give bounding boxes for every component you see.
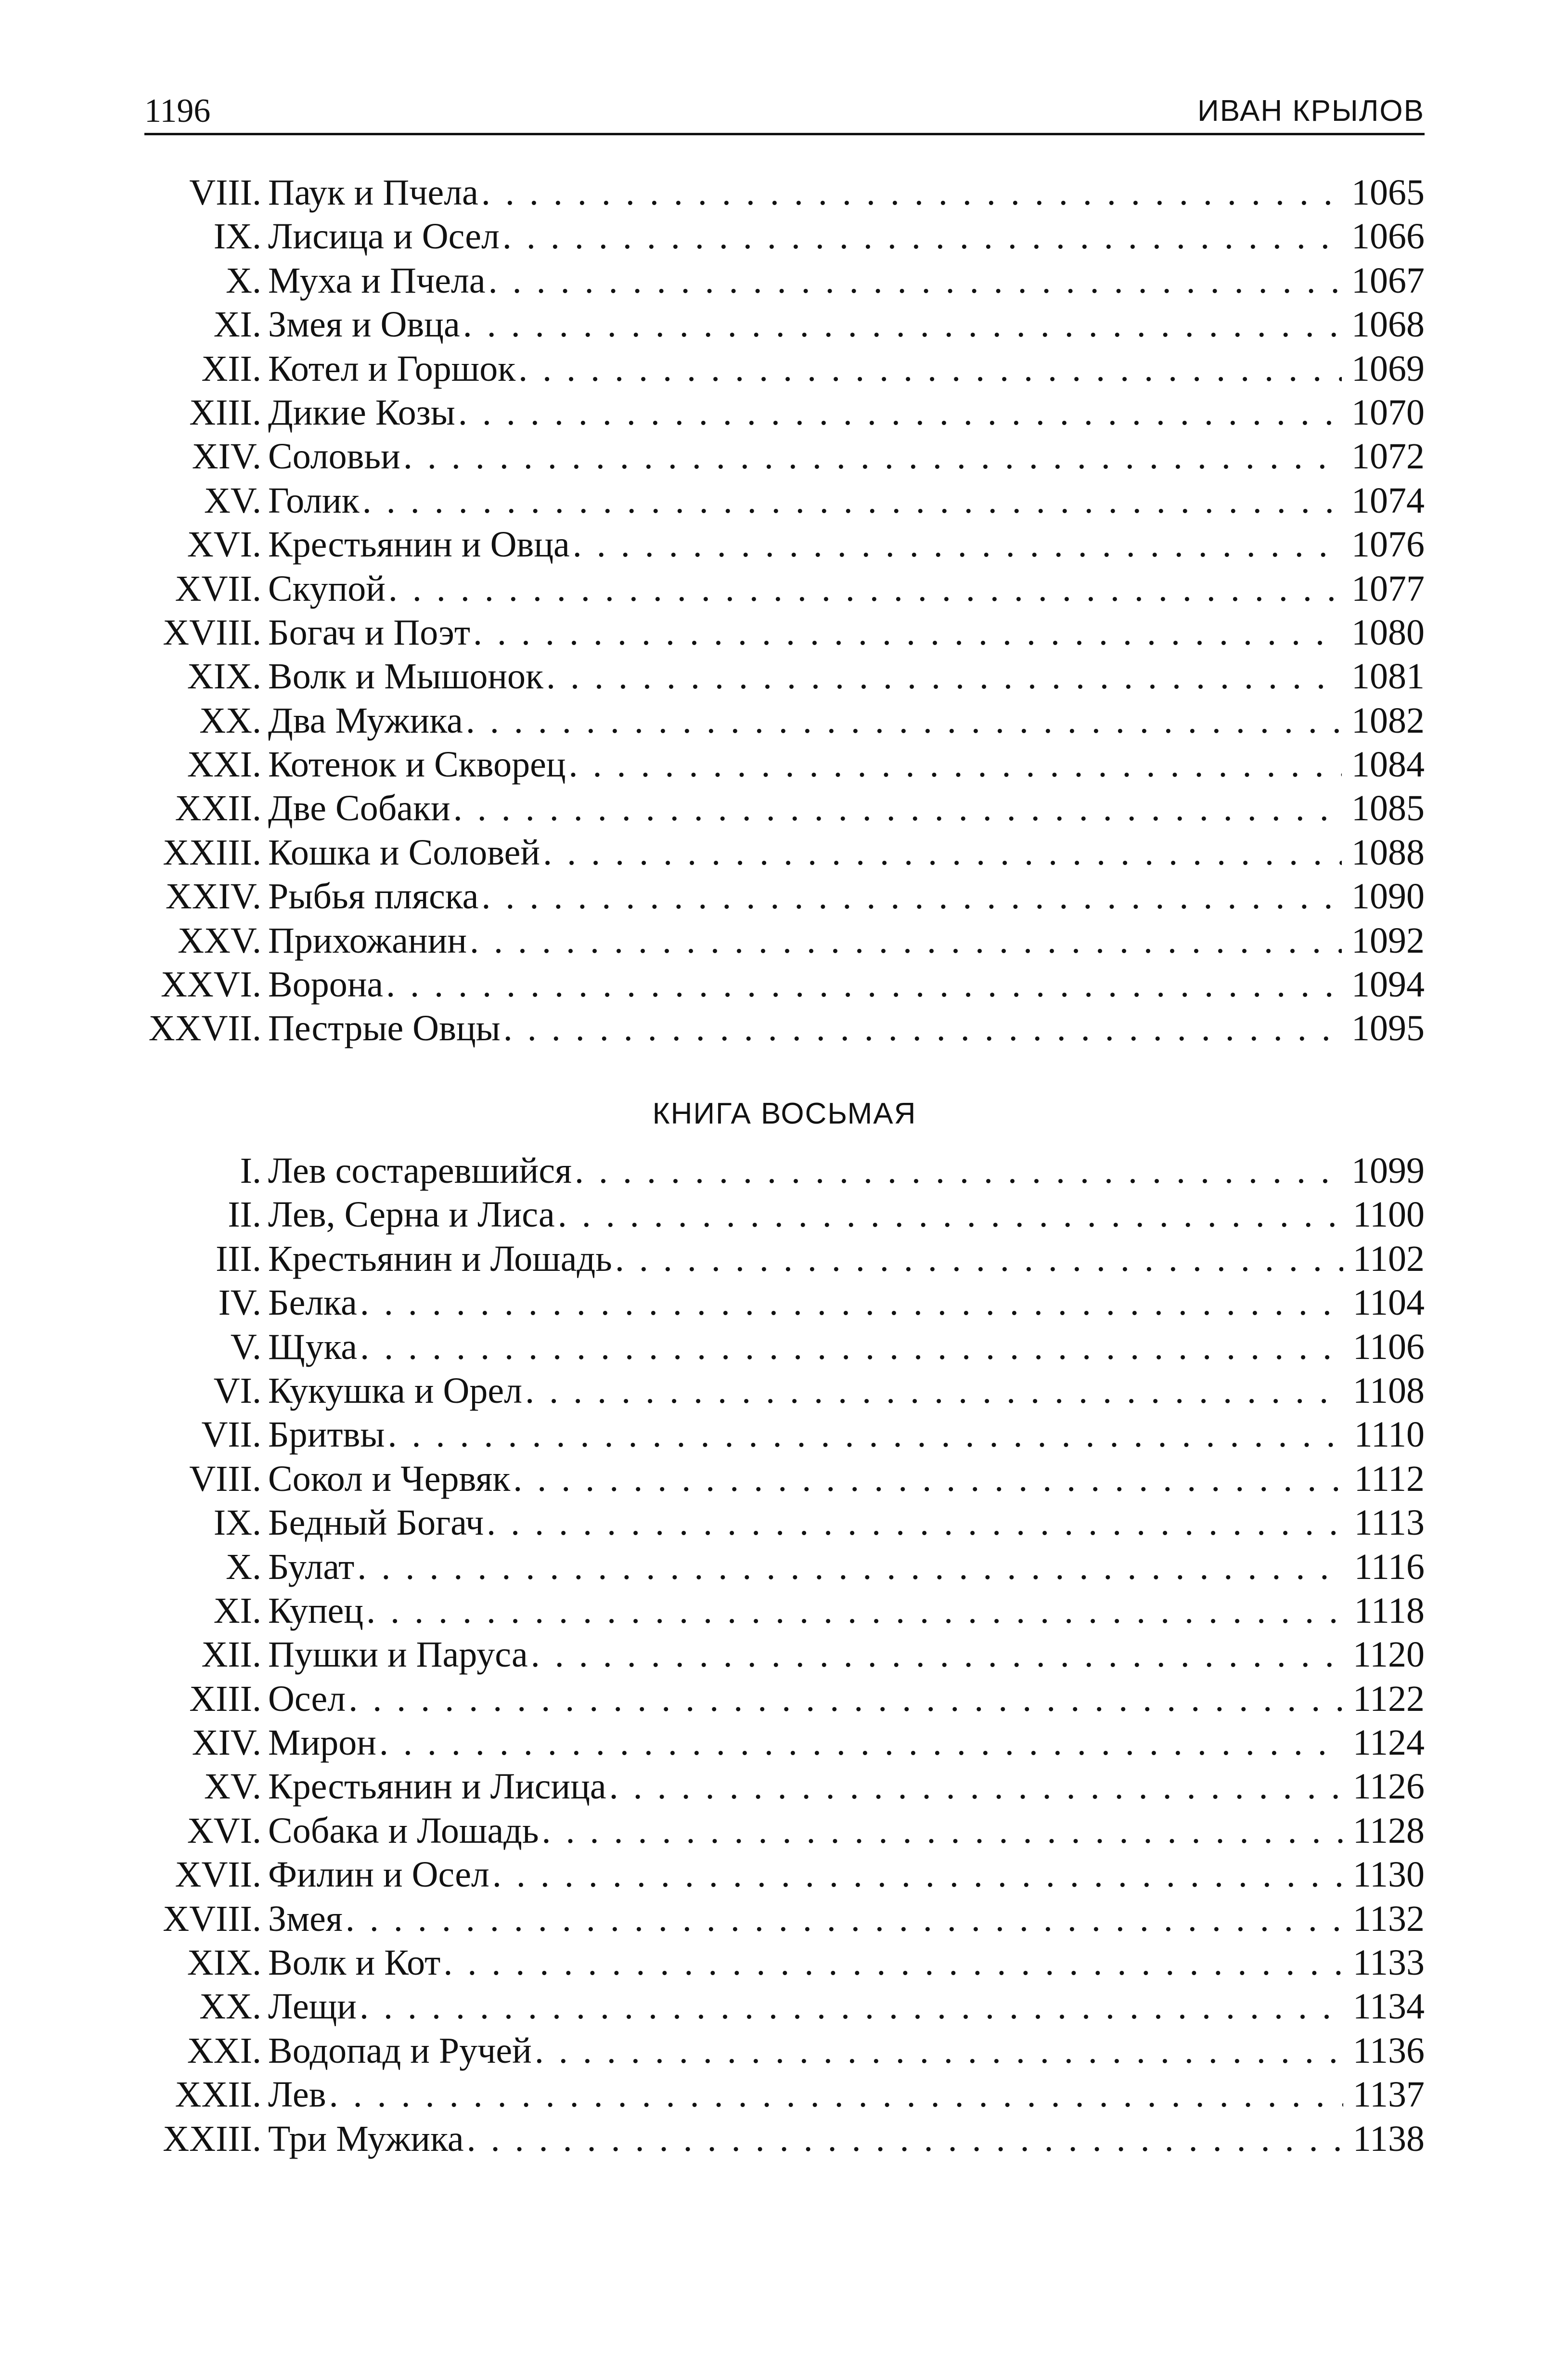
toc-entry-page: 1113 xyxy=(1345,1501,1425,1545)
toc-entry xyxy=(144,1589,1425,1633)
toc-entry-title: Соловьи . . . xyxy=(268,435,1425,479)
toc-entry-number: XVII. xyxy=(175,568,261,609)
toc-entry-title: Бритвы . . . xyxy=(268,1413,1425,1457)
toc-entry-number: XVI. xyxy=(187,1810,261,1851)
toc-entry xyxy=(144,479,1425,523)
toc-entry-page: 1067 xyxy=(1342,259,1425,303)
toc-entry xyxy=(144,1765,1425,1809)
toc-entry-number: IX. xyxy=(213,216,261,257)
toc-entry-title: Филин и Осел . . . xyxy=(268,1853,1425,1897)
toc-entry-title: Две Собаки . . . xyxy=(268,787,1425,830)
toc-entry xyxy=(144,1985,1425,2029)
toc-entry-page: 1128 xyxy=(1343,1809,1425,1853)
toc-entry-number: X. xyxy=(226,260,261,301)
toc-entry-title: Лев . . . xyxy=(268,2073,1425,2117)
toc-entry-title: Прихожанин . . . xyxy=(268,919,1425,963)
toc-entry-number: XIX. xyxy=(187,656,261,697)
toc-entry-page: 1110 xyxy=(1345,1413,1425,1457)
toc-entry-title: Лисица и Осел . . . xyxy=(268,215,1425,259)
toc-entry-page: 1116 xyxy=(1345,1545,1425,1589)
toc-entry-page: 1074 xyxy=(1342,479,1425,523)
toc-entry-number: XII. xyxy=(201,348,261,389)
toc-entry-title: Крестьянин и Лошадь . . . xyxy=(268,1237,1425,1281)
toc-entry xyxy=(144,1633,1425,1677)
toc-entry-title: Лещи . . . xyxy=(268,1985,1425,2029)
toc-entry-page: 1092 xyxy=(1342,919,1425,963)
toc-entry-title: Крестьянин и Лисица . . . xyxy=(268,1765,1425,1809)
running-head: ИВАН КРЫЛОВ xyxy=(1197,94,1425,128)
toc-entry-title: Щука . . . xyxy=(268,1325,1425,1369)
toc-entry xyxy=(144,611,1425,655)
toc-entry-title: Ворона . . . xyxy=(268,963,1425,1007)
toc-entry xyxy=(144,1193,1425,1237)
toc-entry-page: 1094 xyxy=(1342,963,1425,1007)
toc-entry xyxy=(144,435,1425,479)
toc-entry-title: Пушки и Паруса . . . xyxy=(268,1633,1425,1677)
toc-entry-title: Бедный Богач . . . xyxy=(268,1501,1425,1545)
toc-entry-number: VI. xyxy=(213,1370,261,1411)
toc-entry xyxy=(144,1545,1425,1589)
toc-entry-page: 1104 xyxy=(1343,1281,1425,1325)
toc-entry xyxy=(144,1853,1425,1897)
toc-entry-number: XXIII. xyxy=(163,832,261,873)
toc-entry-page: 1124 xyxy=(1343,1721,1425,1765)
toc-entry xyxy=(144,1677,1425,1721)
toc-entry-number: XVIII. xyxy=(163,612,261,653)
toc-entry-title: Крестьянин и Овца . . . xyxy=(268,523,1425,567)
toc-entry-number: IX. xyxy=(213,1502,261,1543)
toc-entry xyxy=(144,655,1425,698)
toc-entry-title: Скупой . . . xyxy=(268,567,1425,611)
toc-entry-number: XVIII. xyxy=(163,1898,261,1939)
toc-entry-title: Три Мужика . . . xyxy=(268,2117,1425,2161)
toc-entry xyxy=(144,523,1425,567)
toc-entry-title: Волк и Мышонок . . . xyxy=(268,655,1425,698)
toc-entry-title: Сокол и Червяк . . . xyxy=(268,1457,1425,1501)
toc-entry xyxy=(144,875,1425,918)
toc-entry xyxy=(144,1369,1425,1413)
toc-entry-number: III. xyxy=(216,1238,261,1279)
toc-entry xyxy=(144,1941,1425,1985)
toc-entry-number: XVII. xyxy=(175,1854,261,1895)
toc-entry xyxy=(144,743,1425,787)
toc-entry-page: 1084 xyxy=(1342,743,1425,787)
toc-entry-number: XXIV. xyxy=(165,876,261,917)
toc-entry-title: Котел и Горшок . . . xyxy=(268,347,1425,391)
toc-entry-number: V. xyxy=(230,1326,261,1367)
toc-entry xyxy=(144,699,1425,743)
toc-entry xyxy=(144,567,1425,611)
toc-entry-number: XIII. xyxy=(189,392,261,433)
toc-entry-number: XX. xyxy=(199,1986,261,2027)
toc-entry-number: XXVI. xyxy=(161,964,261,1005)
toc-entry-title: Паук и Пчела . . . xyxy=(268,171,1425,215)
toc-entry-number: VII. xyxy=(201,1414,261,1455)
toc-entry-page: 1077 xyxy=(1342,567,1425,611)
page-header xyxy=(144,90,1425,135)
toc-entry-title: Богач и Поэт . . . xyxy=(268,611,1425,655)
toc-entry-number: XIV. xyxy=(192,436,261,477)
toc-entry xyxy=(144,963,1425,1007)
toc-entry-page: 1099 xyxy=(1342,1149,1425,1193)
toc-entry xyxy=(144,1721,1425,1765)
toc-entry xyxy=(144,1325,1425,1369)
toc-entry-page: 1138 xyxy=(1343,2117,1425,2161)
section-title: КНИГА ВОСЬМАЯ xyxy=(652,1097,917,1130)
toc-entry xyxy=(144,2073,1425,2117)
toc-entry-title: Муха и Пчела . . . xyxy=(268,259,1425,303)
toc-entry-page: 1070 xyxy=(1342,391,1425,435)
toc-entry-page: 1132 xyxy=(1343,1897,1425,1941)
toc-entry-title: Водопад и Ручей . . . xyxy=(268,2029,1425,2073)
toc-entry-number: XIII. xyxy=(189,1678,261,1719)
toc-entry-number: IV. xyxy=(218,1282,261,1323)
toc-entry xyxy=(144,1897,1425,1941)
toc-entry-number: X. xyxy=(226,1546,261,1587)
toc-entry-page: 1090 xyxy=(1342,875,1425,918)
toc-entry-page: 1130 xyxy=(1343,1853,1425,1897)
toc-entry-page: 1108 xyxy=(1343,1369,1425,1413)
toc-entry xyxy=(144,347,1425,391)
toc-entry-title: Белка . . . xyxy=(268,1281,1425,1325)
toc-entry xyxy=(144,1149,1425,1193)
toc-entry xyxy=(144,787,1425,830)
toc-entry-title: Лев, Серна и Лиса . . . xyxy=(268,1193,1425,1237)
toc-entry-page: 1122 xyxy=(1343,1677,1425,1721)
toc-entry-page: 1080 xyxy=(1342,611,1425,655)
page-number: 1196 xyxy=(144,92,211,129)
toc-entry-number: XIX. xyxy=(187,1942,261,1983)
toc-entry-page: 1120 xyxy=(1343,1633,1425,1677)
toc-entry-page: 1069 xyxy=(1342,347,1425,391)
toc-entry-number: XXI. xyxy=(187,2030,261,2071)
toc-entry-page: 1088 xyxy=(1342,831,1425,875)
toc-entry-page: 1081 xyxy=(1342,655,1425,698)
toc-entry xyxy=(144,215,1425,259)
toc-entry xyxy=(144,259,1425,303)
toc-entry-title: Два Мужика . . . xyxy=(268,699,1425,743)
toc-entry-title: Кукушка и Орел . . . xyxy=(268,1369,1425,1413)
toc-entry-title: Мирон . . . xyxy=(268,1721,1425,1765)
toc-entry-number: I. xyxy=(240,1151,261,1191)
toc-entry-title: Булат . . . xyxy=(268,1545,1425,1589)
toc-entry-title: Осел . . . xyxy=(268,1677,1425,1721)
toc-entry-number: XXI. xyxy=(187,744,261,785)
toc-entry-number: XXV. xyxy=(178,920,261,961)
toc-list-book-eight xyxy=(144,1149,1425,2161)
toc-entry-page: 1136 xyxy=(1343,2029,1425,2073)
toc-entry xyxy=(144,1501,1425,1545)
toc-entry-page: 1095 xyxy=(1342,1007,1425,1050)
toc-entry-page: 1085 xyxy=(1342,787,1425,830)
toc-entry-title: Змея . . . xyxy=(268,1897,1425,1941)
toc-entry-title: Змея и Овца . . . xyxy=(268,303,1425,347)
toc-entry-title: Пестрые Овцы . . . xyxy=(268,1007,1425,1050)
toc-entry-title: Лев состаревшийся . . . xyxy=(268,1149,1425,1193)
toc-entry-page: 1106 xyxy=(1343,1325,1425,1369)
toc-entry xyxy=(144,831,1425,875)
toc-entry xyxy=(144,2029,1425,2073)
toc-entry-page: 1068 xyxy=(1342,303,1425,347)
toc-entry xyxy=(144,1457,1425,1501)
toc-entry-number: XV. xyxy=(204,480,261,521)
toc-entry xyxy=(144,1281,1425,1325)
toc-entry-number: XII. xyxy=(201,1634,261,1675)
toc-entry xyxy=(144,919,1425,963)
toc-entry-number: XVI. xyxy=(187,524,261,565)
toc-entry-title: Голик . . . xyxy=(268,479,1425,523)
toc-entry-title: Котенок и Скворец . . . xyxy=(268,743,1425,787)
toc-entry-title: Собака и Лошадь . . . xyxy=(268,1809,1425,1853)
toc-entry xyxy=(144,171,1425,215)
toc-entry-title: Купец . . . xyxy=(268,1589,1425,1633)
toc-entry-page: 1118 xyxy=(1345,1589,1425,1633)
toc-entry-page: 1134 xyxy=(1343,1985,1425,2029)
toc-entry-number: VIII. xyxy=(189,1458,261,1499)
toc-entry-number: II. xyxy=(228,1194,261,1235)
toc-entry-page: 1065 xyxy=(1342,171,1425,215)
toc-entry xyxy=(144,1413,1425,1457)
toc-entry-page: 1133 xyxy=(1343,1941,1425,1985)
toc-entry-page: 1112 xyxy=(1345,1457,1425,1501)
toc-entry-page: 1100 xyxy=(1343,1193,1425,1237)
toc-entry-title: Дикие Козы . . . xyxy=(268,391,1425,435)
toc-entry-page: 1126 xyxy=(1343,1765,1425,1809)
toc-entry-page: 1082 xyxy=(1342,699,1425,743)
toc-entry-number: XXII. xyxy=(175,788,261,829)
toc-entry-number: XX. xyxy=(199,700,261,741)
toc-entry-page: 1066 xyxy=(1342,215,1425,259)
toc-entry-number: XI. xyxy=(213,304,261,345)
toc-entry xyxy=(144,1007,1425,1050)
toc-entry xyxy=(144,1809,1425,1853)
toc-entry-number: XV. xyxy=(204,1766,261,1807)
toc-entry-page: 1076 xyxy=(1342,523,1425,567)
toc-entry xyxy=(144,391,1425,435)
toc-entry-title: Кошка и Соловей . . . xyxy=(268,831,1425,875)
toc-entry xyxy=(144,303,1425,347)
toc-list-book-seven xyxy=(144,171,1425,1051)
toc-entry-page: 1137 xyxy=(1343,2073,1425,2117)
toc-entry-number: XXII. xyxy=(175,2074,261,2115)
toc-entry-title: Волк и Кот . . . xyxy=(268,1941,1425,1985)
toc-entry xyxy=(144,2117,1425,2161)
toc-entry-number: XI. xyxy=(213,1590,261,1631)
toc-entry-title: Рыбья пляска . . . xyxy=(268,875,1425,918)
toc-entry-number: XXIII. xyxy=(163,2118,261,2159)
toc-entry xyxy=(144,1237,1425,1281)
toc-entry-number: VIII. xyxy=(189,172,261,213)
toc-entry-number: XIV. xyxy=(192,1722,261,1763)
toc-entry-page: 1102 xyxy=(1343,1237,1425,1281)
toc-entry-page: 1072 xyxy=(1342,435,1425,479)
toc-entry-number: XXVII. xyxy=(148,1008,261,1049)
